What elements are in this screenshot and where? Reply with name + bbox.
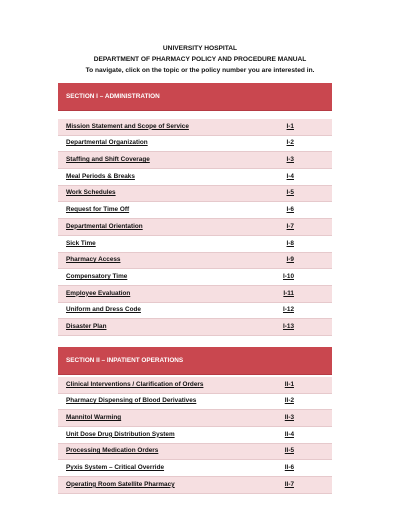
policy-topic-link[interactable]: Employee Evaluation [66,289,131,297]
policy-topic-link[interactable]: Pharmacy Dispensing of Blood Derivatives [66,397,197,405]
manual-title: DEPARTMENT OF PHARMACY POLICY AND PROCEDURE MANUAL [93,56,307,63]
table-row [58,319,332,336]
policy-topic-link[interactable]: Disaster Plan [66,322,107,330]
table-row [58,136,332,153]
policy-topic-link[interactable]: Departmental Organization [66,139,148,147]
policy-number-link[interactable]: II-2 [284,397,294,405]
policy-number-link[interactable]: I-12 [282,306,294,314]
policy-topic-link[interactable]: Processing Medication Orders [66,447,159,455]
table-row [58,269,332,286]
table-row [58,377,332,394]
policy-topic-link[interactable]: Clinical Interventions / Clarification of Orders [66,380,204,388]
policy-number-link[interactable]: I-6 [286,206,294,214]
policy-number-link[interactable]: II-4 [284,430,294,438]
policy-number-link[interactable]: I-11 [283,289,294,297]
policy-list [58,119,332,336]
policy-number-link[interactable]: II-6 [284,464,294,472]
policy-number-link[interactable]: II-3 [284,414,294,422]
policy-number-link[interactable]: I-1 [286,122,294,130]
policy-number-link[interactable]: I-2 [286,139,294,147]
section-header: SECTION I – ADMINISTRATION [58,83,332,111]
policy-topic-link[interactable]: Operating Room Satellite Pharmacy [66,480,175,488]
table-row [58,427,332,444]
table-row [58,460,332,477]
policy-topic-link[interactable]: Unit Dose Drug Distribution System [66,430,175,438]
table-row [58,394,332,411]
policy-number-link[interactable]: I-8 [286,239,294,247]
policy-topic-link[interactable]: Compensatory Time [66,272,128,280]
policy-number-link[interactable]: II-1 [284,380,294,388]
table-row [58,119,332,136]
policy-topic-link[interactable]: Mannitol Warming [66,414,122,422]
policy-topic-link[interactable]: Mission Statement and Scope of Service [66,122,189,130]
policy-number-link[interactable]: I-9 [286,256,294,264]
policy-number-link[interactable]: I-4 [286,172,294,180]
table-row [58,202,332,219]
table-row [58,236,332,253]
section-inpatient-operations [58,347,332,494]
policy-topic-link[interactable]: Staffing and Shift Coverage [66,156,150,164]
policy-topic-link[interactable]: Work Schedules [66,189,116,197]
hospital-name: UNIVERSITY HOSPITAL [162,45,238,52]
table-row [58,410,332,427]
table-row [58,444,332,461]
table-row [58,253,332,270]
table-row [58,477,332,494]
policy-number-link[interactable]: I-13 [282,322,294,330]
policy-number-link[interactable]: II-7 [284,480,294,488]
policy-number-link[interactable]: I-5 [286,189,294,197]
table-row [58,303,332,320]
policy-number-link[interactable]: I-10 [282,272,294,280]
policy-topic-link[interactable]: Sick Time [66,239,96,247]
policy-number-link[interactable]: II-5 [284,447,294,455]
table-row [58,152,332,169]
policy-topic-link[interactable]: Request for Time Off [66,206,130,214]
policy-topic-link[interactable]: Pyxis System – Critical Override [66,464,165,472]
document-header [0,0,400,76]
policy-topic-link[interactable]: Meal Periods & Breaks [66,172,135,180]
navigation-instructions: To navigate, click on the topic or the policy number you are interested in. [85,67,315,74]
policy-topic-link[interactable]: Uniform and Dress Code [66,306,141,314]
policy-topic-link[interactable]: Pharmacy Access [66,256,121,264]
policy-list [58,377,332,494]
policy-topic-link[interactable]: Departmental Orientation [66,222,143,230]
table-row [58,169,332,186]
section-administration [58,83,332,336]
section-header: SECTION II – INPATIENT OPERATIONS [58,347,332,375]
table-row [58,219,332,236]
policy-number-link[interactable]: I-7 [286,222,294,230]
policy-number-link[interactable]: I-3 [286,156,294,164]
table-row [58,186,332,203]
table-row [58,286,332,303]
